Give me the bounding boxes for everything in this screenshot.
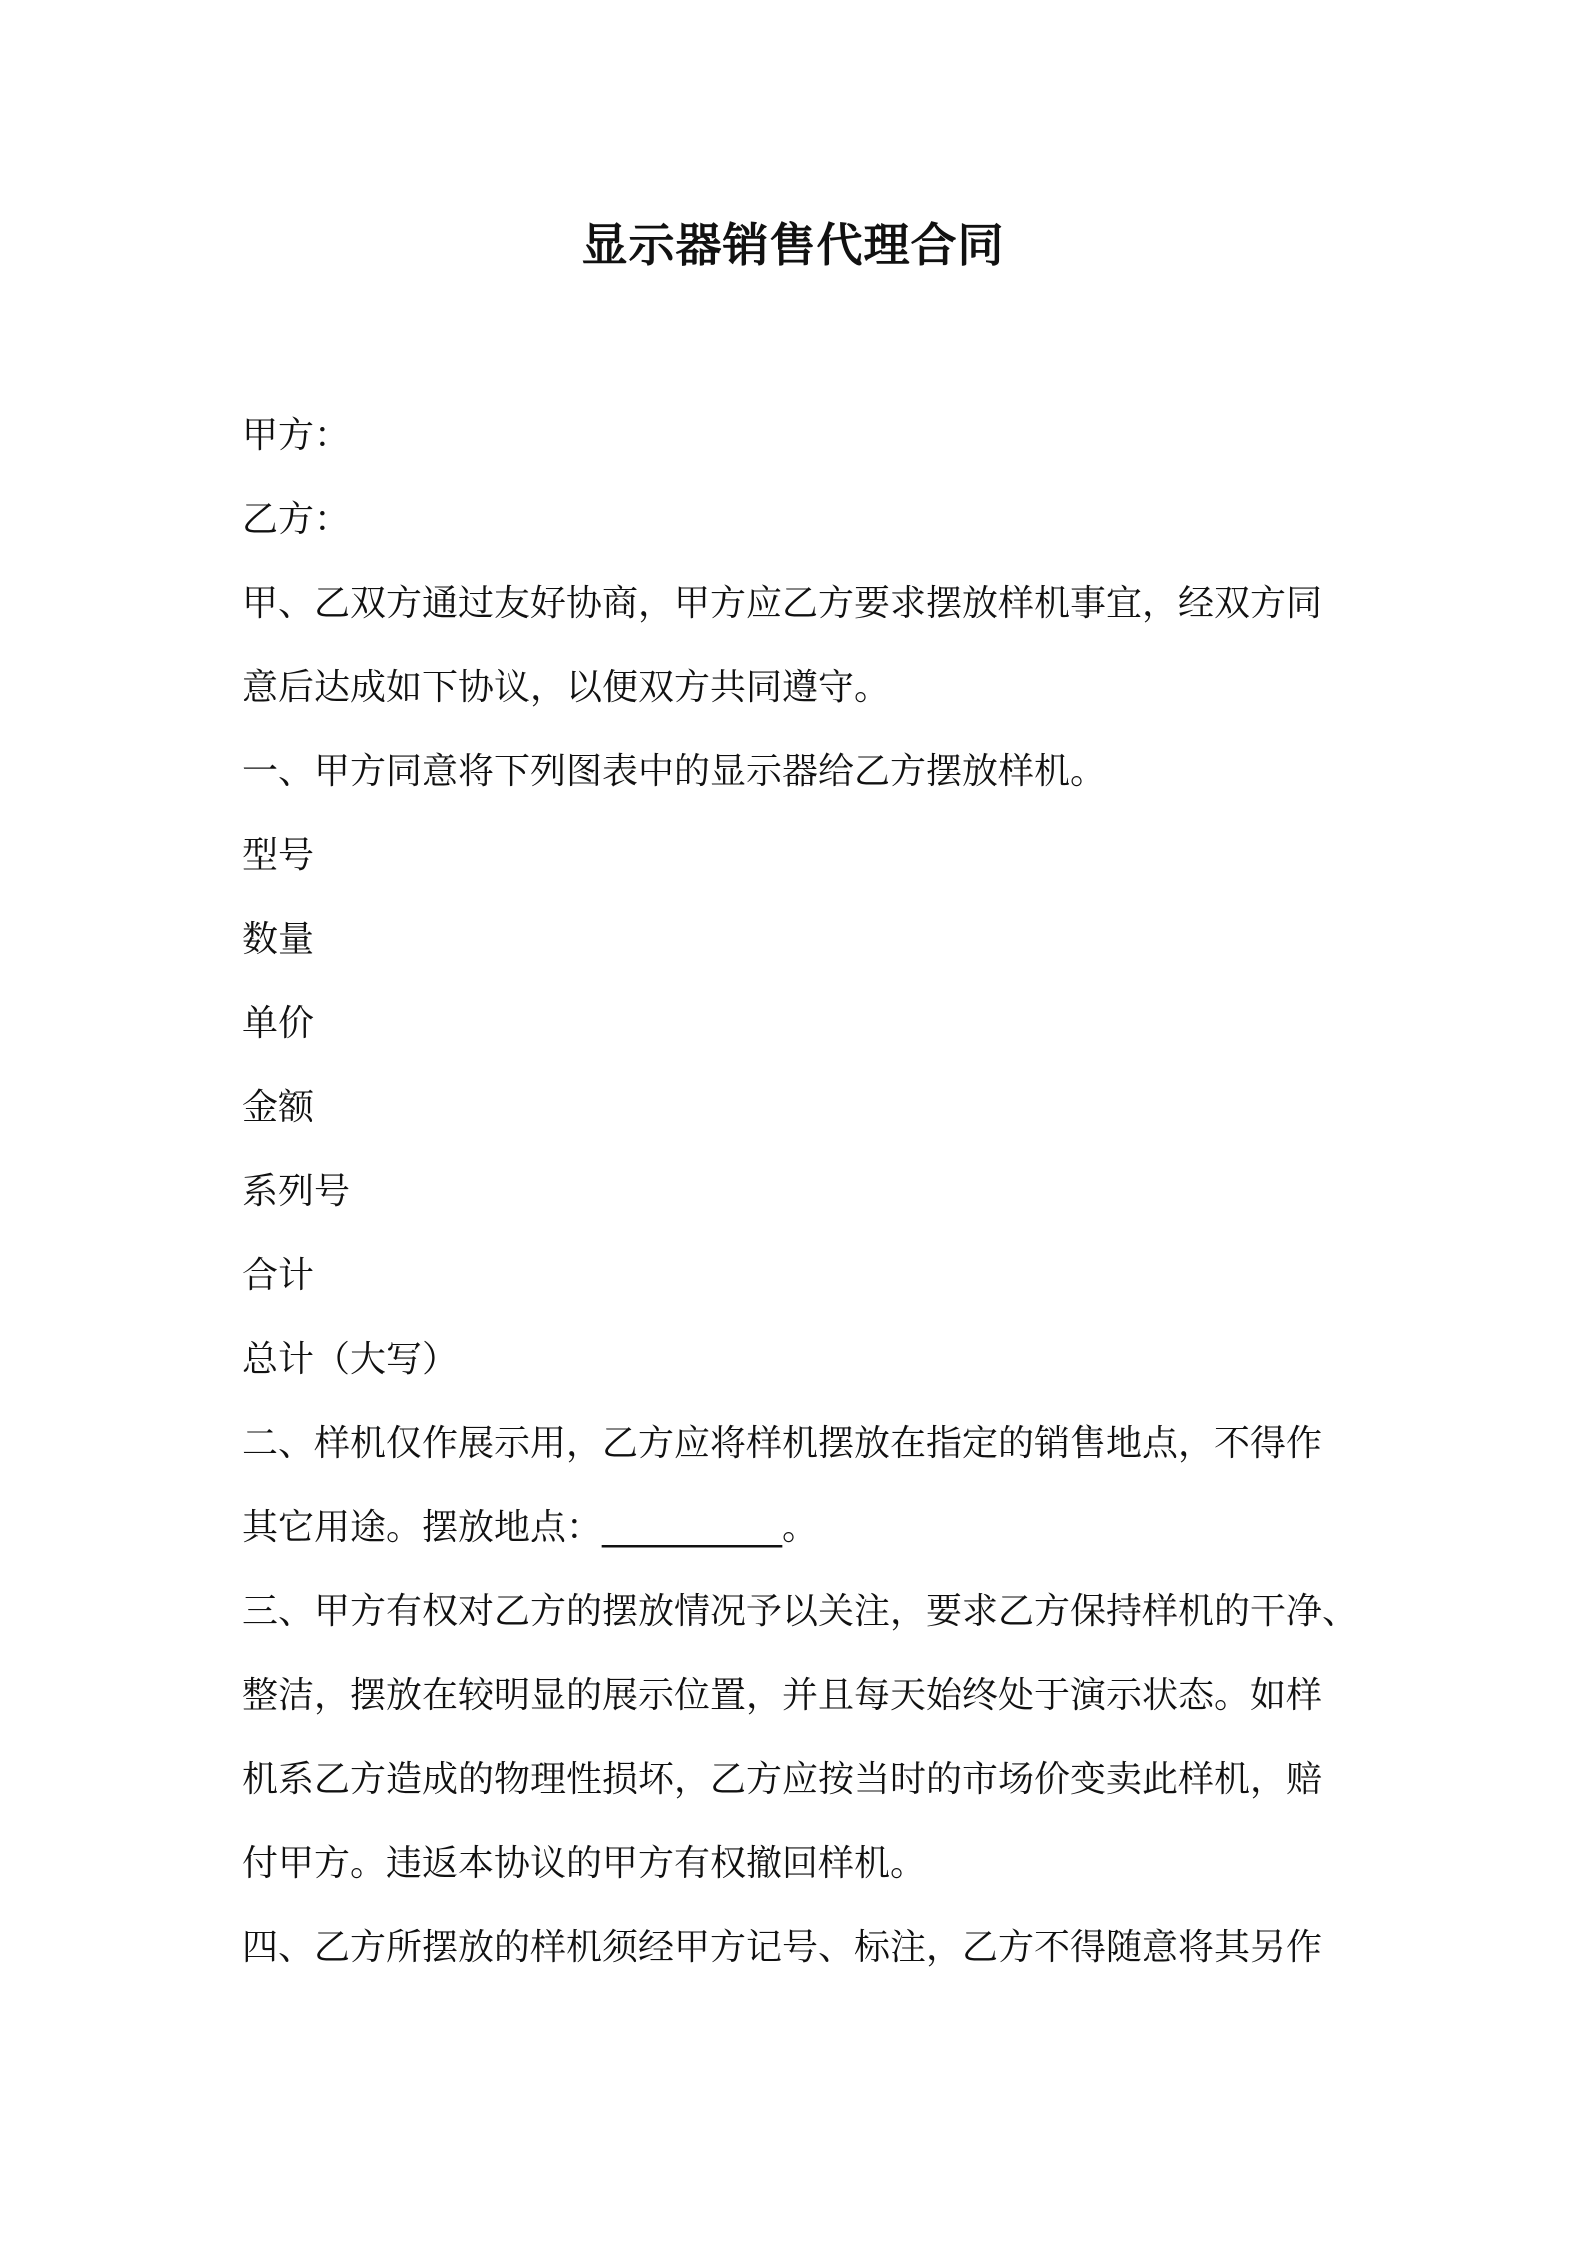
table-label-total-words: 总计（大写） xyxy=(242,1339,459,1380)
clause-2-line-2: 其它用途。摆放地点：__________。 xyxy=(242,1507,819,1548)
table-label-serial: 系列号 xyxy=(242,1171,351,1212)
clause-3-line-3: 机系乙方造成的物理性损坏，乙方应按当时的市场价变卖此样机，赔 xyxy=(242,1759,1323,1800)
table-label-quantity: 数量 xyxy=(242,919,315,960)
clause-1-line: 一、甲方同意将下列图表中的显示器给乙方摆放样机。 xyxy=(242,751,1107,792)
clause-3-line-1: 三、甲方有权对乙方的摆放情况予以关注，要求乙方保持样机的干净、 xyxy=(242,1591,1359,1632)
table-label-model: 型号 xyxy=(242,835,315,876)
party-b-line: 乙方： xyxy=(242,499,351,540)
table-label-amount: 金额 xyxy=(242,1087,315,1128)
clause-4-line-1: 四、乙方所摆放的样机须经甲方记号、标注，乙方不得随意将其另作 xyxy=(242,1927,1323,1968)
document-title: 显示器销售代理合同 xyxy=(581,218,1005,272)
clause-2-line-1: 二、样机仅作展示用，乙方应将样机摆放在指定的销售地点，不得作 xyxy=(242,1423,1323,1464)
clause-3-line-4: 付甲方。违返本协议的甲方有权撤回样机。 xyxy=(242,1843,927,1884)
party-a-line: 甲方： xyxy=(242,415,351,456)
clause-3-line-2: 整洁，摆放在较明显的展示位置，并且每天始终处于演示状态。如样 xyxy=(242,1675,1323,1716)
table-label-subtotal: 合计 xyxy=(242,1255,315,1296)
intro-line-1: 甲、乙双方通过友好协商，甲方应乙方要求摆放样机事宜，经双方同 xyxy=(242,583,1323,624)
table-label-unit-price: 单价 xyxy=(242,1003,315,1044)
intro-line-2: 意后达成如下协议，以便双方共同遵守。 xyxy=(242,667,891,708)
